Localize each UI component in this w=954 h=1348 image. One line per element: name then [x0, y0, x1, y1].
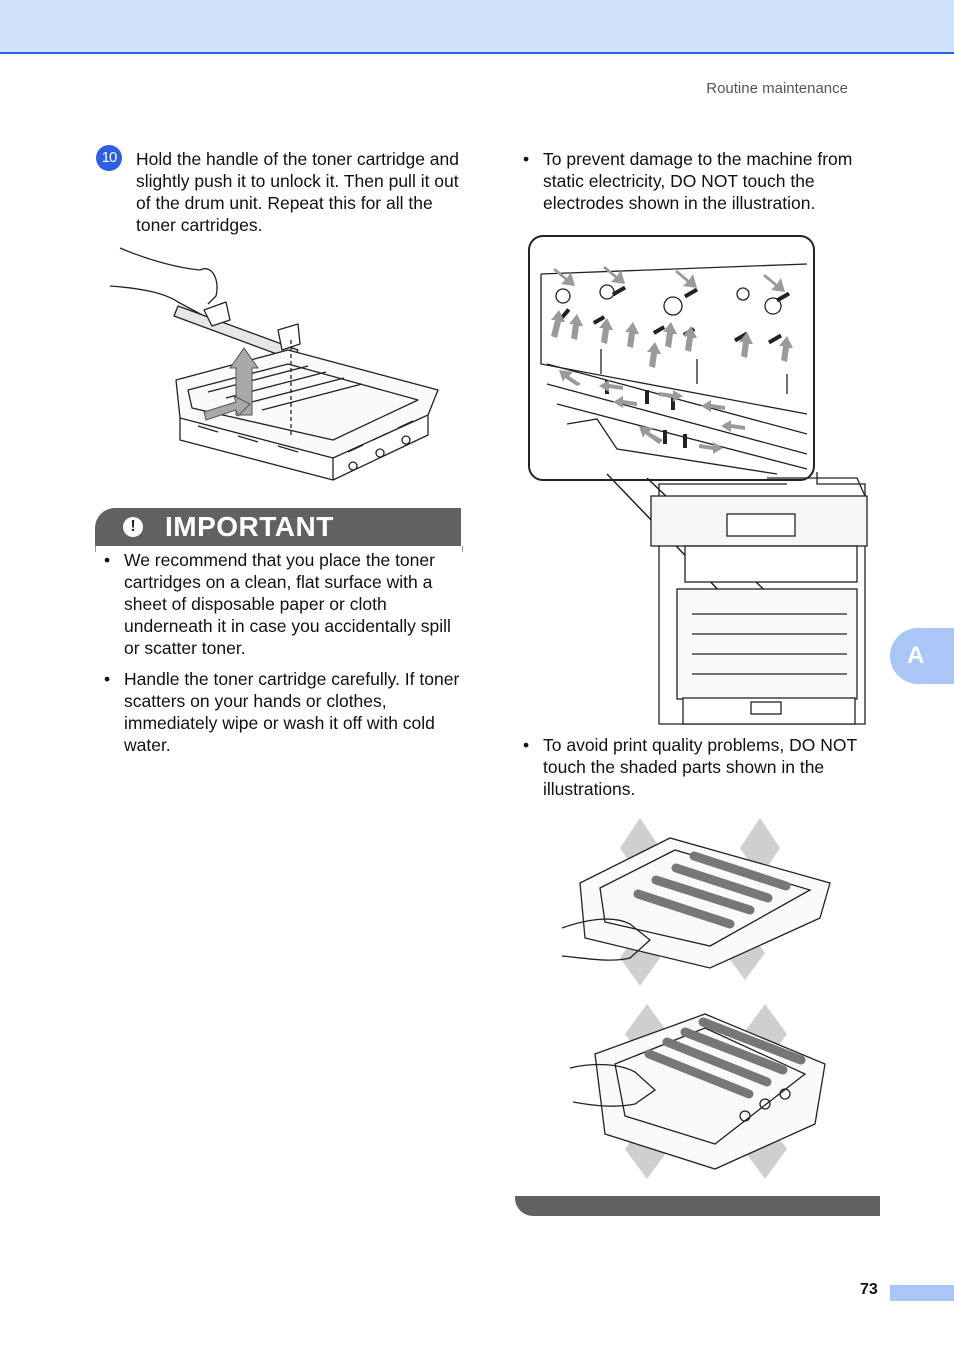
important-label: IMPORTANT	[165, 511, 334, 542]
top-header-band	[0, 0, 954, 54]
important-banner	[95, 508, 461, 546]
step-number-badge: 10	[96, 145, 122, 171]
important-list	[104, 549, 466, 765]
static-warning-list	[523, 148, 883, 223]
static-warning-item: • To prevent damage to the machine from static electricity, DO NOT touch the electrodes shown in the illustration.	[523, 148, 883, 214]
print-quality-list	[523, 734, 883, 809]
electrodes-illustration	[527, 234, 872, 726]
important-item: • We recommend that you place the toner cartridges on a clean, flat surface with a sheet of disposable paper or cloth underneath it in case you accidentally spill or scatter toner.	[104, 549, 466, 659]
step-instruction: Hold the handle of the toner cartridge and slightly push it to unlock it. Then pull it out of the drum unit. Repeat this for all the toner cartridges.	[136, 149, 459, 235]
running-head: Routine maintenance	[706, 80, 848, 97]
section-end-bar	[515, 1196, 880, 1216]
important-item: • Handle the toner cartridge carefully. If toner scatters on your hands or clothes, immediately wipe or wash it off with cold water.	[104, 668, 466, 756]
page-number: 73	[860, 1281, 878, 1298]
toner-removal-illustration	[108, 240, 448, 495]
appendix-side-tab: A	[890, 628, 954, 684]
drum-unit-shaded-illustration-bottom	[565, 1004, 835, 1182]
drum-unit-shaded-illustration-top	[560, 818, 840, 988]
page-number-tab	[890, 1285, 954, 1301]
print-quality-item: • To avoid print quality problems, DO NOT touch the shaded parts shown in the illustrations.	[523, 734, 883, 800]
warning-icon: !	[123, 517, 143, 537]
